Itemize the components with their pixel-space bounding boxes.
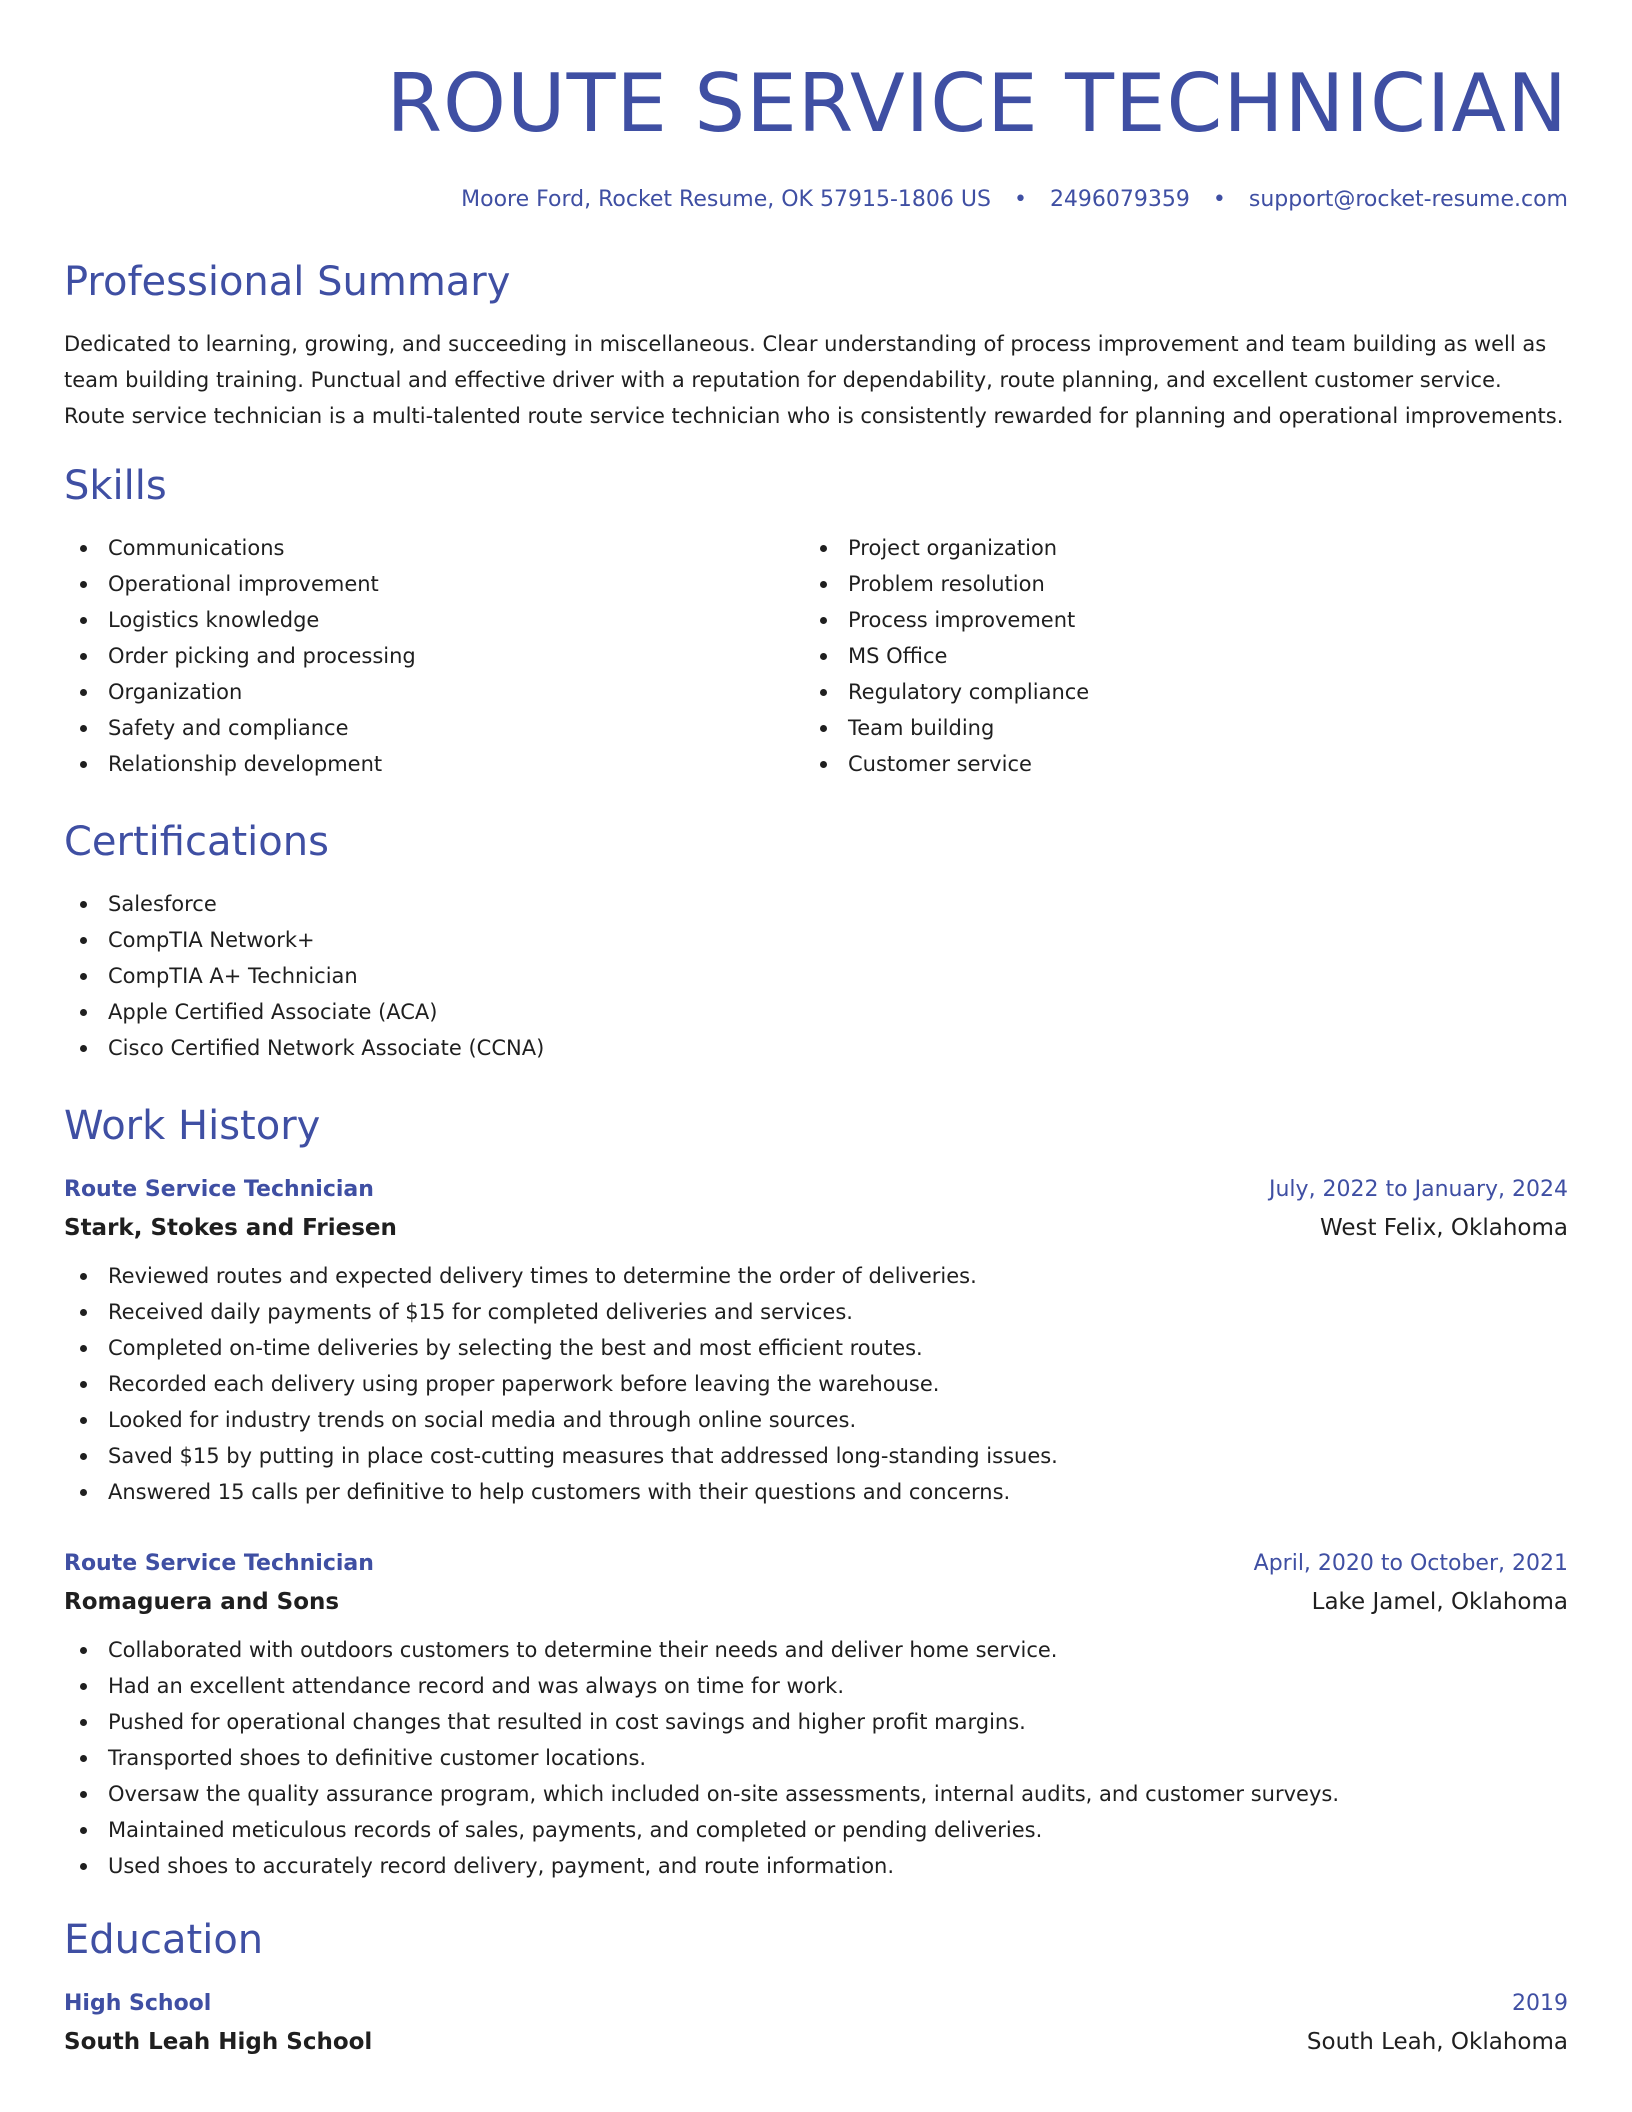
- job-bullet: Recorded each delivery using proper paperwork before leaving the warehouse.: [64, 1366, 1568, 1402]
- job-bullets: [64, 1258, 1568, 1510]
- education-entry: [64, 1986, 1568, 2062]
- contact-separator: •: [1212, 187, 1226, 212]
- job-company: Stark, Stokes and Friesen: [64, 1215, 397, 1241]
- skills-list-left: [64, 530, 804, 782]
- education-year: 2019: [1512, 1991, 1568, 2016]
- contact-email: support@rocket-resume.com: [1248, 187, 1568, 212]
- job-title: Route Service Technician: [64, 1551, 374, 1576]
- job-title: Route Service Technician: [64, 1177, 374, 1202]
- skill-item: Project organization: [804, 530, 1544, 566]
- certification-item: CompTIA Network+: [64, 922, 1568, 958]
- certification-item: Apple Certified Associate (ACA): [64, 994, 1568, 1030]
- contact-phone: 2496079359: [1049, 187, 1190, 212]
- skill-item: Problem resolution: [804, 566, 1544, 602]
- job-bullet: Collaborated with outdoors customers to determine their needs and deliver home service.: [64, 1632, 1568, 1668]
- work-history-heading: Work History: [64, 1103, 321, 1149]
- skill-item: Customer service: [804, 746, 1544, 782]
- skill-item: Relationship development: [64, 746, 804, 782]
- job-bullet: Received daily payments of $15 for completed deliveries and services.: [64, 1294, 1568, 1330]
- skill-item: Logistics knowledge: [64, 602, 804, 638]
- job-company-row: [64, 1582, 1568, 1622]
- job-bullet: Oversaw the quality assurance program, which included on-site assessments, internal audits, and customer surveys.: [64, 1776, 1568, 1812]
- education-degree-row: [64, 1986, 1568, 2022]
- skills-grid: [64, 530, 1568, 782]
- summary-text: Dedicated to learning, growing, and succeeding in miscellaneous. Clear understanding of process improvement and team building as well as team building training. Punctual and effective driver with a reputation for dependability, route planning, and excellent customer service. Route service technician is a multi-talented route service technician who is consistently rewarded for planning and operational improvements.: [64, 332, 1564, 428]
- job-bullet: Saved $15 by putting in place cost-cutting measures that addressed long-standing issues.: [64, 1438, 1568, 1474]
- skills-section: [64, 460, 1568, 782]
- job-bullet: Used shoes to accurately record delivery, payment, and route information.: [64, 1848, 1568, 1884]
- certification-item: CompTIA A+ Technician: [64, 958, 1568, 994]
- education-heading: Education: [64, 1917, 264, 1963]
- job-location: West Felix, Oklahoma: [1319, 1215, 1568, 1241]
- candidate-name: ROUTE SERVICE TECHNICIAN: [386, 57, 1568, 150]
- skill-item: Team building: [804, 710, 1544, 746]
- education-degree: High School: [64, 1991, 212, 2016]
- contact-address: Moore Ford, Rocket Resume, OK 57915-1806 US: [461, 187, 991, 212]
- job-company-row: [64, 1208, 1568, 1248]
- summary-heading: Professional Summary: [64, 259, 511, 305]
- job-company: Romaguera and Sons: [64, 1589, 340, 1615]
- job-entry: [64, 1172, 1568, 1510]
- contact-separator: •: [1013, 187, 1027, 212]
- certifications-section: [64, 816, 1568, 1066]
- job-bullet: Looked for industry trends on social media and through online sources.: [64, 1402, 1568, 1438]
- certification-item: Salesforce: [64, 886, 1568, 922]
- work-history-section: [64, 1100, 1568, 1884]
- certifications-list: [64, 886, 1568, 1066]
- skill-item: Organization: [64, 674, 804, 710]
- certification-item: Cisco Certified Network Associate (CCNA): [64, 1030, 1568, 1066]
- job-bullet: Had an excellent attendance record and was always on time for work.: [64, 1668, 1568, 1704]
- job-bullets: [64, 1632, 1568, 1884]
- summary-section: [64, 256, 1568, 434]
- skill-item: Process improvement: [804, 602, 1544, 638]
- education-school: South Leah High School: [64, 2029, 373, 2055]
- job-bullet: Maintained meticulous records of sales, payments, and completed or pending deliveries.: [64, 1812, 1568, 1848]
- job-bullet: Reviewed routes and expected delivery times to determine the order of deliveries.: [64, 1258, 1568, 1294]
- job-bullet: Transported shoes to definitive customer locations.: [64, 1740, 1568, 1776]
- job-dates: July, 2022 to January, 2024: [1269, 1177, 1568, 1202]
- skill-item: Operational improvement: [64, 566, 804, 602]
- skill-item: MS Office: [804, 638, 1544, 674]
- education-location: South Leah, Oklahoma: [1306, 2029, 1568, 2055]
- job-entry: [64, 1546, 1568, 1884]
- resume-header: [64, 56, 1568, 216]
- skill-item: Safety and compliance: [64, 710, 804, 746]
- contact-line: [64, 184, 1568, 216]
- job-dates: April, 2020 to October, 2021: [1253, 1551, 1568, 1576]
- job-location: Lake Jamel, Oklahoma: [1311, 1589, 1568, 1615]
- skills-heading: Skills: [64, 463, 167, 509]
- skills-list-right: [804, 530, 1544, 782]
- education-section: [64, 1914, 1568, 2062]
- job-bullet: Completed on-time deliveries by selecting the best and most efficient routes.: [64, 1330, 1568, 1366]
- job-title-row: [64, 1172, 1568, 1208]
- skill-item: Order picking and processing: [64, 638, 804, 674]
- skill-item: Regulatory compliance: [804, 674, 1544, 710]
- skill-item: Communications: [64, 530, 804, 566]
- job-bullet: Answered 15 calls per definitive to help customers with their questions and concerns.: [64, 1474, 1568, 1510]
- certifications-heading: Certifications: [64, 819, 329, 865]
- job-title-row: [64, 1546, 1568, 1582]
- job-bullet: Pushed for operational changes that resulted in cost savings and higher profit margins.: [64, 1704, 1568, 1740]
- education-school-row: [64, 2022, 1568, 2062]
